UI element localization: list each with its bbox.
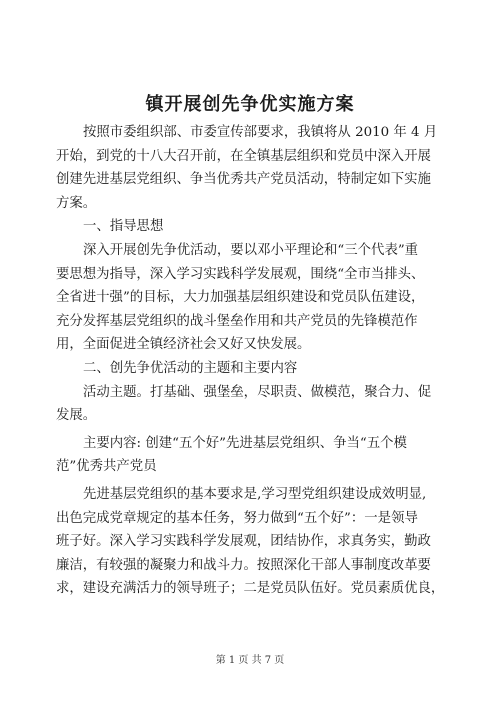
paragraph-line: 活动主题。打基础、强堡垒，尽职责、做模范，聚合力、促 <box>83 384 432 400</box>
paragraph-line: 要思想为指导，深入学习实践科学发展观，围绕“全市当排头、 <box>56 266 425 282</box>
paragraph-line: 方案。 <box>56 195 97 211</box>
paragraph-line: 廉洁，有较强的凝聚力和战斗力。按照深化干部人事制度改革要 <box>56 557 431 573</box>
section-heading: 一、指导思想 <box>83 219 164 235</box>
paragraph-line: 先进基层党组织的基本要求是,学习型党组织建设成效明显, <box>83 486 427 502</box>
paragraph-line: 全省进十强”的目标，大力加强基层组织建设和党员队伍建设， <box>56 290 425 306</box>
paragraph-line: 主要内容: 创建“五个好”先进基层党组织、争当“五个模 <box>83 435 407 451</box>
paragraph-line: 按照市委组织部、市委宣传部要求，我镇将从 2010 年 4 月 <box>83 125 438 140</box>
paragraph-line: 求，建设充满活力的领导班子；二是党员队伍好。党员素质优良， <box>56 581 445 597</box>
document-title: 镇开展创先争优实施方案 <box>145 94 355 115</box>
paragraph-line: 出色完成党章规定的基本任务，努力做到“五个好”：一是领导 <box>56 510 418 526</box>
paragraph-line: 充分发挥基层党组织的战斗堡垒作用和共产党员的先锋模范作 <box>56 313 418 329</box>
paragraph-line: 创建先进基层党组织、争当优秀共产党员活动，特制定如下实施 <box>56 172 431 188</box>
section-heading: 二、创先争优活动的主题和主要内容 <box>83 360 298 376</box>
paragraph-line: 范”优秀共产党员 <box>56 459 157 475</box>
page-footer: 第 1 页 共 7 页 <box>215 655 285 666</box>
document-body <box>56 121 448 601</box>
paragraph-line: 发展。 <box>56 408 97 424</box>
paragraph-line: 班子好。深入学习实践科学发展观，团结协作，求真务实，勤政 <box>56 534 431 550</box>
paragraph-line: 用，全面促进全镇经济社会又好又快发展。 <box>56 337 311 353</box>
paragraph-line: 开始，到党的十八大召开前，在全镇基层组织和党员中深入开展 <box>56 148 431 164</box>
paragraph-line: 深入开展创先争优活动，要以邓小平理论和“三个代表”重 <box>83 242 419 258</box>
